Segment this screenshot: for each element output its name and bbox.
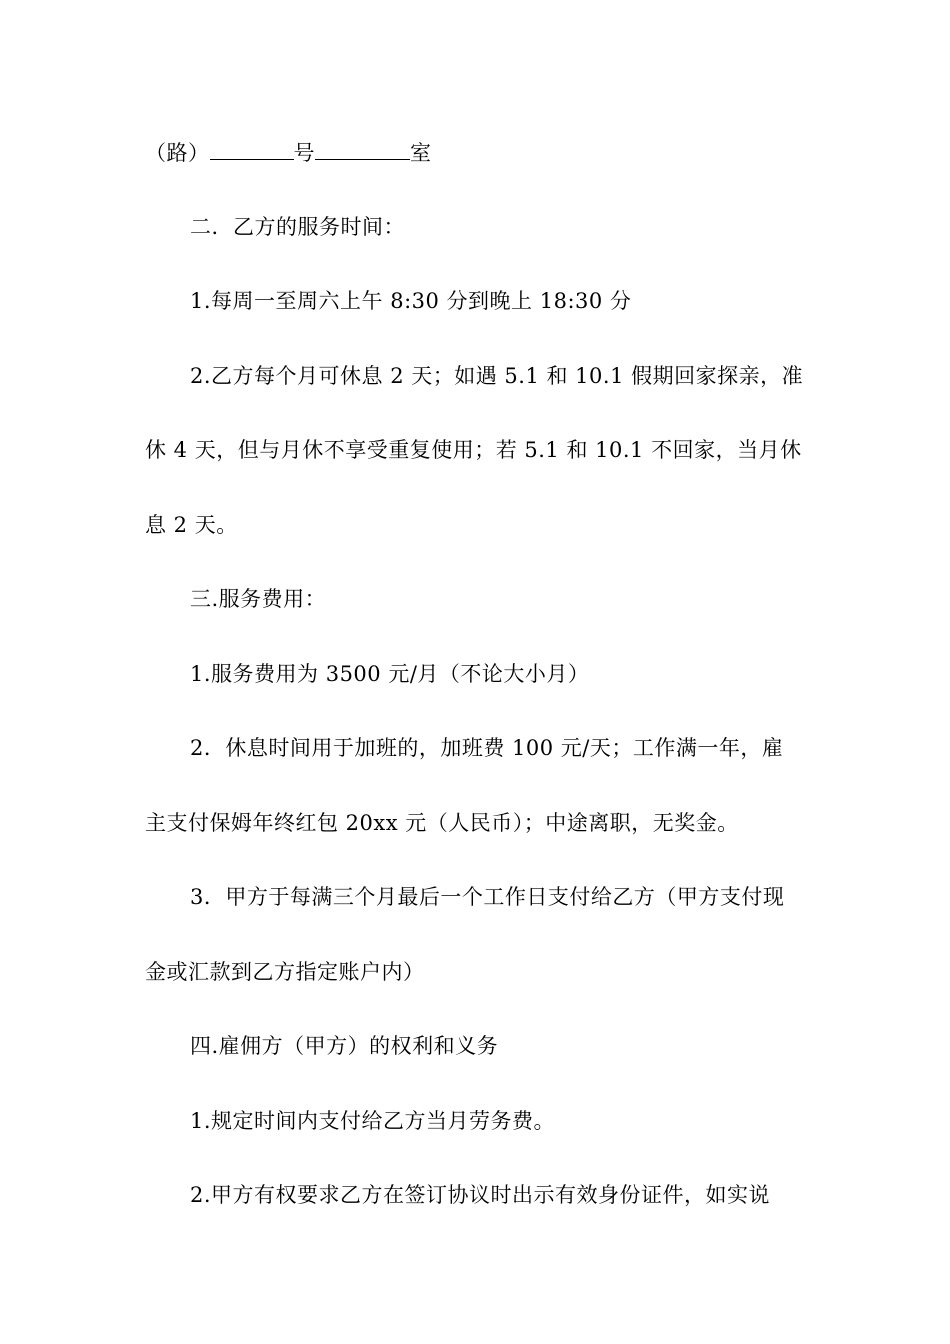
paragraph-line: 息 2 天。 <box>145 513 238 537</box>
paragraph-line: 2.乙方每个月可休息 2 天；如遇 5.1 和 10.1 假期回家探亲，准 <box>190 364 804 388</box>
paragraph-line: 1.规定时间内支付给乙方当月劳务费。 <box>190 1109 556 1133</box>
paragraph-line: 休 4 天，但与月休不享受重复使用；若 5.1 和 10.1 不回家，当月休 <box>145 438 802 462</box>
section-3-heading: 三.服务费用： <box>190 587 327 611</box>
room-blank <box>315 139 410 160</box>
number-label: 号 <box>293 141 315 165</box>
paragraph-line: 1.服务费用为 3500 元/月（不论大小月） <box>190 662 590 686</box>
section-2-heading: 二．乙方的服务时间： <box>190 215 405 239</box>
room-label: 室 <box>410 141 432 165</box>
paragraph-line: 金或汇款到乙方指定账户内） <box>145 960 425 984</box>
address-line <box>145 139 815 167</box>
road-label: （路） <box>145 141 210 165</box>
paragraph-line: 主支付保姆年终红包 20xx 元（人民币）；中途离职，无奖金。 <box>145 811 739 835</box>
paragraph-line: 1.每周一至周六上午 8:30 分到晚上 18:30 分 <box>190 289 632 313</box>
section-4-heading: 四.雇佣方（甲方）的权利和义务 <box>190 1034 499 1058</box>
number-blank <box>210 139 294 160</box>
paragraph-line: 2.甲方有权要求乙方在签订协议时出示有效身份证件，如实说 <box>190 1183 771 1207</box>
paragraph-line: 3．甲方于每满三个月最后一个工作日支付给乙方（甲方支付现 <box>190 885 785 909</box>
paragraph-line: 2．休息时间用于加班的，加班费 100 元/天；工作满一年，雇 <box>190 736 784 760</box>
